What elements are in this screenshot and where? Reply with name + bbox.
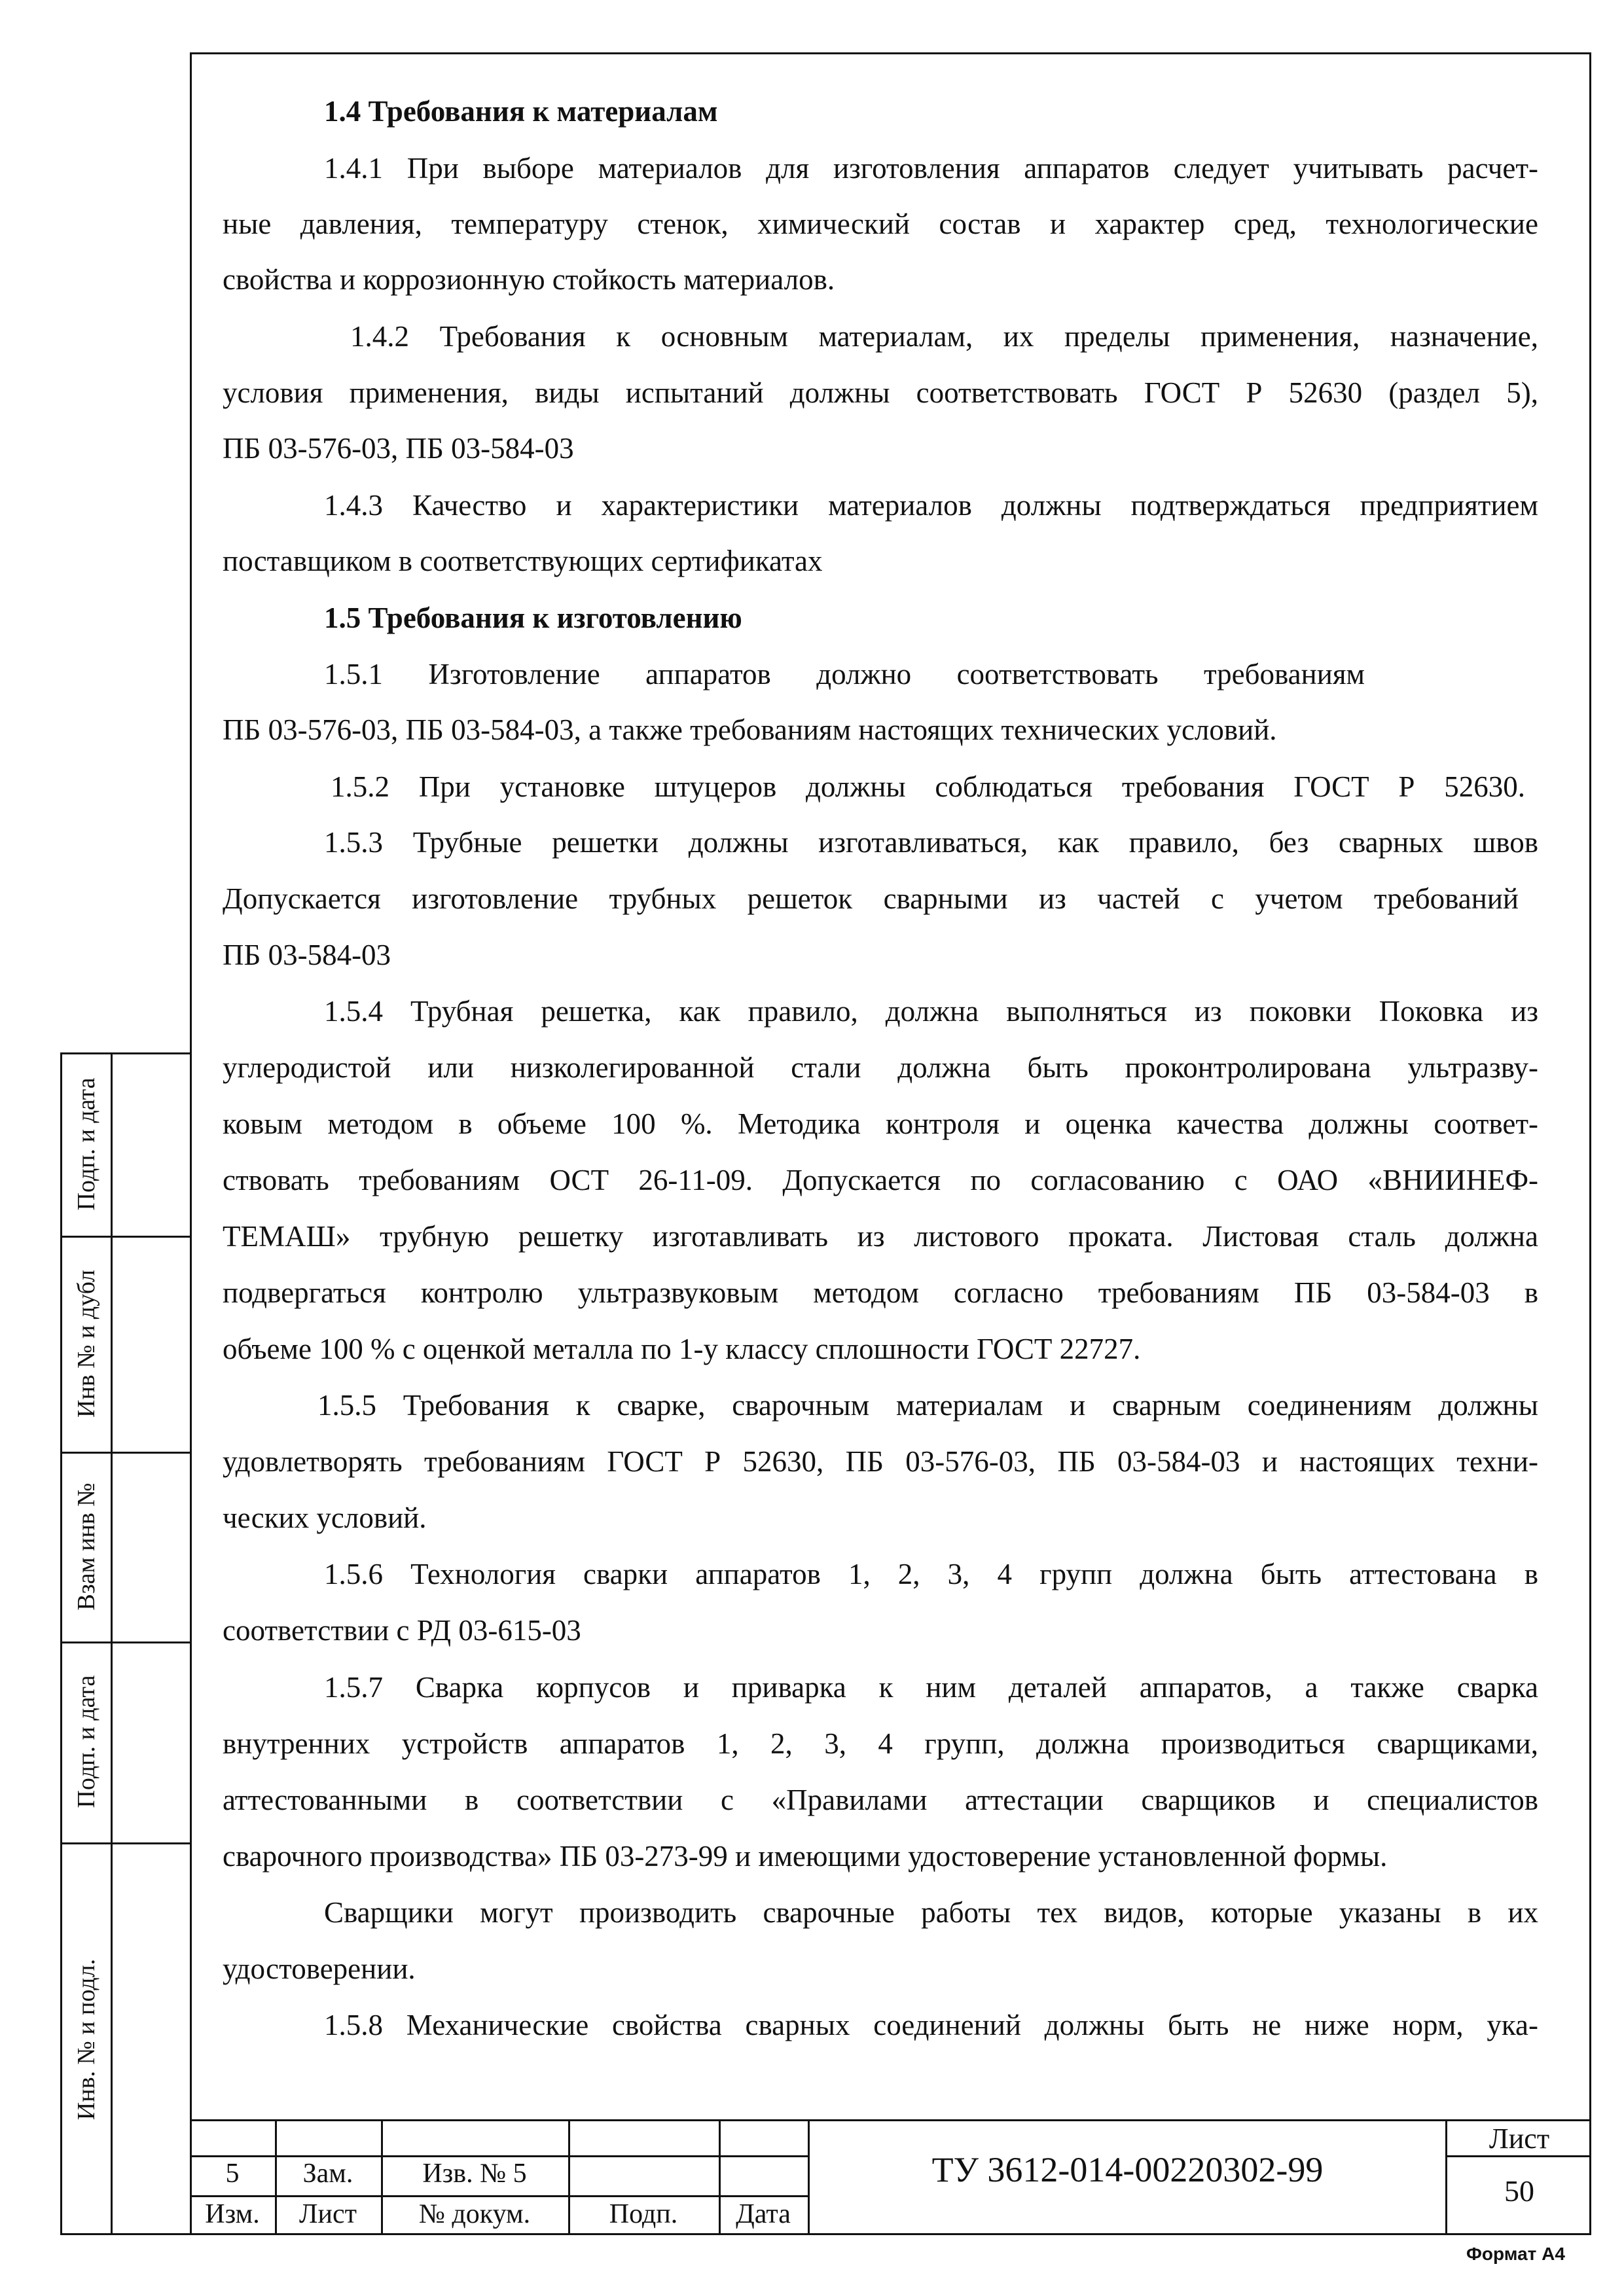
paragraph-line: 1.4.2 Требования к основным материалам, их пределы применения, назначение, bbox=[350, 320, 1538, 353]
paragraph-line: внутренних устройств аппаратов 1, 2, 3, 4 групп, должна производиться сварщиками, bbox=[223, 1727, 1538, 1760]
paragraph-line: ТЕМАШ» трубную решетку изготавливать из листового проката. Листовая сталь должна bbox=[223, 1220, 1538, 1253]
paragraph-line: 1.5.8 Механические свойства сварных соединений должны быть не ниже норм, ука- bbox=[324, 2009, 1538, 2041]
margin-row-divider bbox=[60, 1236, 192, 1238]
margin-label-vzam-inv: Взам инв № bbox=[73, 1482, 100, 1611]
stamp-header-podp: Подп. bbox=[609, 2199, 678, 2229]
stamp-izm-value: 5 bbox=[225, 2159, 240, 2189]
sheet-number: 50 bbox=[1504, 2174, 1534, 2208]
paragraph-line: условия применения, виды испытаний должны соответствовать ГОСТ Р 52630 (раздел 5), bbox=[223, 376, 1538, 409]
paragraph-line: ПБ 03-576-03, ПБ 03-584-03, а также требованиям настоящих технических условий. bbox=[223, 713, 1277, 746]
paragraph-line: удостоверении. bbox=[223, 1952, 416, 1985]
section-heading-1-5: 1.5 Требования к изготовлению bbox=[324, 601, 742, 634]
paragraph-line: ческих условий. bbox=[223, 1501, 427, 1534]
stamp-header-list: Лист bbox=[299, 2199, 357, 2229]
stamp-doc-value: Изв. № 5 bbox=[422, 2159, 527, 2189]
paragraph-line: углеродистой или низколегированной стали должна быть проконтролирована ультразву- bbox=[223, 1051, 1538, 1084]
format-label: Формат А4 bbox=[1466, 2244, 1565, 2264]
paragraph-line: аттестованными в соответствии с «Правилами аттестации сварщиков и специалистов bbox=[223, 1784, 1538, 1816]
sheet-label: Лист bbox=[1489, 2123, 1550, 2155]
paragraph-line: 1.5.2 При установке штуцеров должны соблюдаться требования ГОСТ Р 52630. bbox=[331, 770, 1525, 803]
paragraph-line: 1.5.5 Требования к сварке, сварочным материалам и сварным соединениям должны bbox=[317, 1389, 1538, 1422]
paragraph-line: 1.4.3 Качество и характеристики материалов должны подтверждаться предприятием bbox=[324, 489, 1538, 522]
margin-label-inv-podl: Инв. № и подл. bbox=[73, 1958, 100, 2121]
paragraph-line: ковым методом в объеме 100 %. Методика контроля и оценка качества должны соответ- bbox=[223, 1107, 1538, 1140]
paragraph-line: ПБ 03-576-03, ПБ 03-584-03 bbox=[223, 432, 574, 465]
paragraph-line: поставщиком в соответствующих сертификатах bbox=[223, 545, 823, 577]
paragraph-line: ПБ 03-584-03 bbox=[223, 939, 391, 971]
paragraph-line: сварочного производства» ПБ 03-273-99 и имеющими удостоверение установленной формы. bbox=[223, 1840, 1388, 1873]
paragraph-line: свойства и коррозионную стойкость материалов. bbox=[223, 263, 835, 296]
paragraph-line: ные давления, температуру стенок, химический состав и характер сред, технологические bbox=[223, 207, 1538, 240]
paragraph-line: 1.4.1 При выборе материалов для изготовления аппаратов следует учитывать расчет- bbox=[324, 152, 1538, 185]
stamp-header-izm: Изм. bbox=[205, 2199, 260, 2229]
stamp-list-value: Зам. bbox=[302, 2159, 353, 2189]
margin-label-inv-dubl: Инв № и дубл bbox=[73, 1270, 100, 1418]
paragraph-line: 1.5.4 Трубная решетка, как правило, должна выполняться из поковки Поковка из bbox=[324, 995, 1538, 1028]
paragraph-line: 1.5.7 Сварка корпусов и приварка к ним деталей аппаратов, а также сварка bbox=[324, 1671, 1538, 1704]
paragraph-line: 1.5.6 Технология сварки аппаратов 1, 2, 3, 4 групп должна быть аттестована в bbox=[324, 1558, 1538, 1590]
stamp-header-doc: № докум. bbox=[418, 2199, 531, 2229]
margin-row-divider bbox=[60, 1842, 192, 1844]
margin-row-divider bbox=[60, 1641, 192, 1643]
paragraph-line: ствовать требованиям ОСТ 26-11-09. Допускается по согласованию с ОАО «ВНИИНЕФ- bbox=[223, 1164, 1538, 1196]
paragraph-line: соответствии с РД 03-615-03 bbox=[223, 1614, 581, 1647]
stamp-header-data: Дата bbox=[736, 2199, 791, 2229]
margin-row-divider bbox=[60, 1452, 192, 1454]
paragraph-line: 1.5.1 Изготовление аппаратов должно соответствовать требованиям bbox=[324, 658, 1365, 691]
document-code: ТУ 3612-014-00220302-99 bbox=[931, 2150, 1324, 2189]
margin-column-divider bbox=[111, 1052, 113, 2235]
margin-label-podp-data-2: Подп. и дата bbox=[73, 1675, 100, 1808]
paragraph-line: 1.5.3 Трубные решетки должны изготавливаться, как правило, без сварных швов bbox=[324, 826, 1538, 859]
paragraph-line: подвергаться контролю ультразвуковым методом согласно требованиям ПБ 03-584-03 в bbox=[223, 1276, 1538, 1309]
paragraph-line: объеме 100 % с оценкой металла по 1-у классу сплошности ГОСТ 22727. bbox=[223, 1333, 1141, 1365]
paragraph-line: удовлетворять требованиям ГОСТ Р 52630, ПБ 03-576-03, ПБ 03-584-03 и настоящих техни- bbox=[223, 1445, 1538, 1478]
section-heading-1-4: 1.4 Требования к материалам bbox=[324, 95, 718, 128]
paragraph-line: Сварщики могут производить сварочные работы тех видов, которые указаны в их bbox=[324, 1896, 1538, 1929]
paragraph-line: Допускается изготовление трубных решеток сварными из частей с учетом требований bbox=[223, 882, 1519, 915]
margin-label-podp-data: Подп. и дата bbox=[73, 1077, 100, 1211]
